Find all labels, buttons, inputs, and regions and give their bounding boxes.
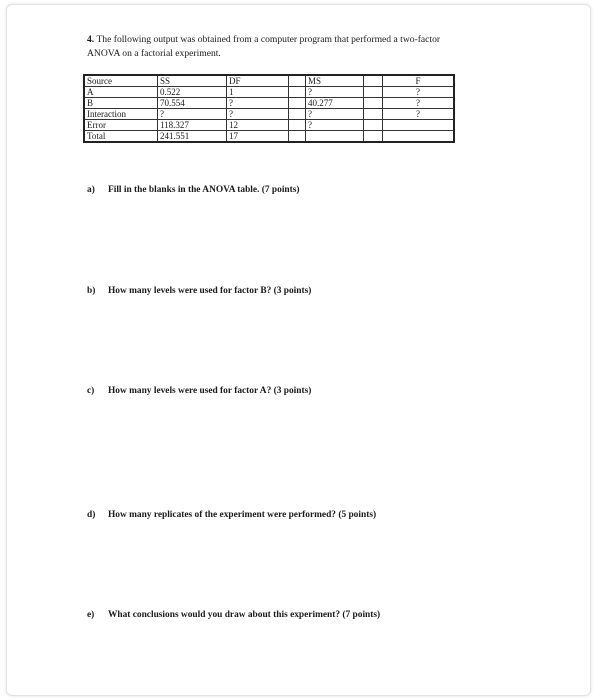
header-source: Source	[84, 75, 158, 87]
table-row	[84, 98, 454, 109]
cell-df: 17	[227, 131, 289, 143]
part-label: c)	[87, 386, 95, 396]
part-a	[87, 185, 300, 195]
cell-ss: 241.551	[158, 131, 227, 143]
cell-ss: 70.554	[158, 98, 227, 109]
table-header-row	[84, 75, 454, 87]
part-label: d)	[87, 510, 96, 520]
table-row	[84, 131, 454, 143]
cell-df: ?	[227, 109, 289, 120]
part-label: b)	[87, 286, 96, 296]
cell-ms: ?	[306, 87, 364, 98]
blank-cell	[364, 109, 383, 120]
cell-f: ?	[383, 87, 455, 98]
blank-cell	[289, 131, 306, 143]
cell-ss: 118.327	[158, 120, 227, 131]
cell-ss: 0.522	[158, 87, 227, 98]
blank-cell	[289, 75, 306, 87]
blank-cell	[289, 109, 306, 120]
part-label: e)	[87, 610, 95, 620]
cell-ms: ?	[306, 109, 364, 120]
cell-source: B	[84, 98, 158, 109]
cell-ms: ?	[306, 120, 364, 131]
part-text: How many levels were used for factor B? (3 points)	[108, 286, 312, 296]
question-text-line1: The following output was obtained from a computer program that performed a two-factor	[96, 34, 441, 45]
part-text: How many levels were used for factor A? (3 points)	[108, 386, 312, 396]
cell-f	[383, 120, 455, 131]
table-row	[84, 120, 454, 131]
cell-ss: ?	[158, 109, 227, 120]
part-d	[87, 510, 376, 520]
cell-df: 12	[227, 120, 289, 131]
header-ss: SS	[158, 75, 227, 87]
table-row	[84, 109, 454, 120]
question-number: 4.	[87, 34, 95, 45]
blank-cell	[364, 131, 383, 143]
question-header	[87, 33, 542, 61]
document-page	[6, 4, 591, 696]
table-row	[84, 87, 454, 98]
part-text: How many replicates of the experiment were performed? (5 points)	[108, 510, 377, 520]
header-df: DF	[227, 75, 289, 87]
cell-f: ?	[383, 109, 455, 120]
blank-cell	[364, 98, 383, 109]
blank-cell	[364, 75, 383, 87]
part-c	[87, 386, 311, 396]
question-text-line2: ANOVA on a factorial experiment.	[87, 48, 221, 59]
header-f: F	[383, 75, 455, 87]
blank-cell	[364, 87, 383, 98]
cell-df: 1	[227, 87, 289, 98]
part-b	[87, 286, 311, 296]
part-text: What conclusions would you draw about this experiment? (7 points)	[108, 610, 381, 620]
anova-table	[83, 74, 455, 143]
cell-df: ?	[227, 98, 289, 109]
header-ms: MS	[306, 75, 364, 87]
cell-source: Total	[84, 131, 158, 143]
blank-cell	[289, 120, 306, 131]
cell-ms	[306, 131, 364, 143]
blank-cell	[289, 87, 306, 98]
part-text: Fill in the blanks in the ANOVA table. (7 points)	[108, 185, 300, 195]
part-label: a)	[87, 185, 95, 195]
cell-f: ?	[383, 98, 455, 109]
blank-cell	[289, 98, 306, 109]
cell-f	[383, 131, 455, 143]
cell-source: Error	[84, 120, 158, 131]
part-e	[87, 610, 380, 620]
cell-ms: 40.277	[306, 98, 364, 109]
blank-cell	[364, 120, 383, 131]
cell-source: A	[84, 87, 158, 98]
cell-source: Interaction	[84, 109, 158, 120]
